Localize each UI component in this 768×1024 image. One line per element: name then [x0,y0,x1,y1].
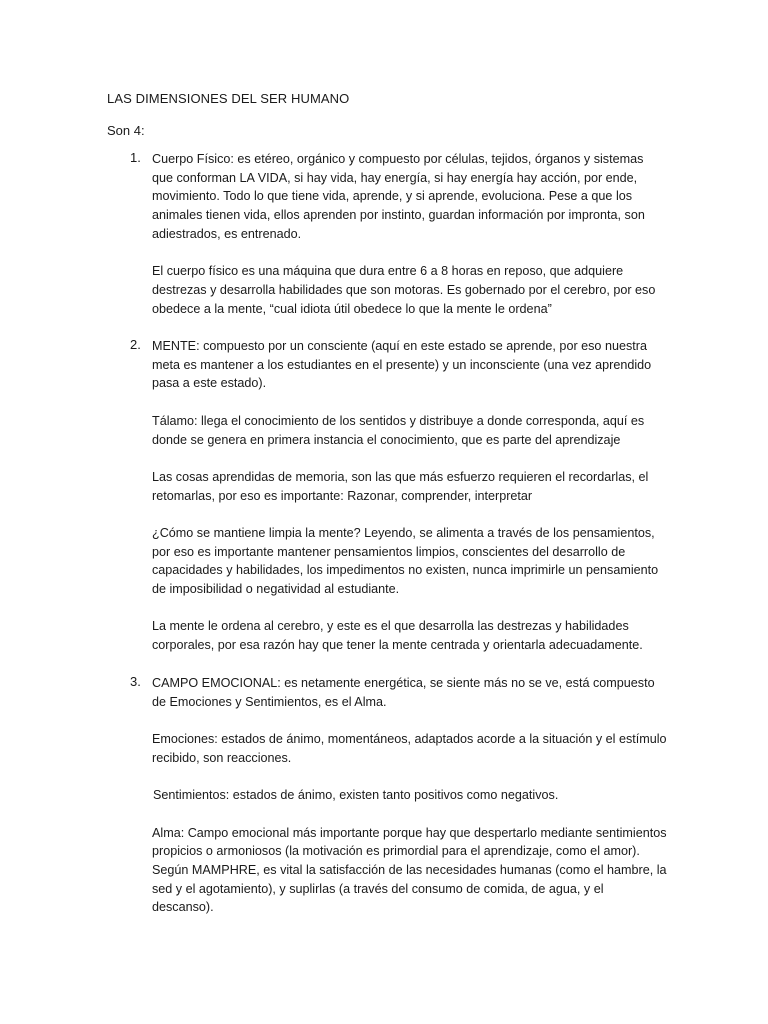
paragraph: Tálamo: llega el conocimiento de los sentidos y distribuye a donde corresponda, aquí es donde se genera en primera instancia el conocimiento, que es parte del aprendizaje [152,413,645,447]
list-item-body [152,150,667,318]
paragraph: Emociones: estados de ánimo, momentáneos, adaptados acorde a la situación y el estímulo recibido, son reacciones. [152,732,667,765]
paragraph: Sentimientos: estados de ánimo, existen tanto positivos como negativos. [153,788,559,803]
paragraph: MENTE: compuesto por un consciente (aquí en este estado se aprende, por eso nuestra meta es mantener a los estudiantes en el presente) y un inconsciente (una vez aprendido pasa a este estado). [152,339,652,391]
paragraph: ¿Cómo se mantiene limpia la mente? Leyendo, se alimenta a través de los pensamientos, por eso es importante mantener pensamientos limpios, conscientes del desarrollo de capacidades y habilidades, los impedimentos no existen, nunca imprimirle un pensamiento de imposibilidad o negatividad al estudiante. [152,525,659,597]
intro-text: Son 4: [107,123,145,138]
list-item-number: 2. [130,337,141,352]
paragraph: La mente le ordena al cerebro, y este es el que desarrolla las destrezas y habilidades corporales, por esa razón hay que tener la mente centrada y orientarla adecuadamente. [152,619,643,653]
list-item-body [152,337,667,655]
list-item-number: 3. [130,674,141,689]
list-item-body [152,674,667,917]
paragraph: Cuerpo Físico: es etéreo, orgánico y compuesto por células, tejidos, órganos y sistemas que conforman LA VIDA, si hay vida, hay energía, si hay energía hay acción, por ende, movimiento. Todo lo que tiene vida, aprende, y si aprende, evoluciona. Pese a que los animales tienen vida, ellos aprenden por instinto, guardan información por impronta, son adiestrados, es entrenado. [152,152,645,241]
list-item-number: 1. [130,150,141,165]
paragraph: Las cosas aprendidas de memoria, son las que más esfuerzo requieren el recordarlas, el retomarlas, por eso es importante: Razonar, comprender, interpretar [152,469,649,503]
document-title: LAS DIMENSIONES DEL SER HUMANO [107,91,350,106]
paragraph: Alma: Campo emocional más importante porque hay que despertarlo mediante sentimientos propicios o armoniosos (la motivación es primordial para el aprendizaje, como el amor). Según MAMPHRE, es vital la satisfacción de las necesidades humanas (como el hambre, la sed y el agotamiento), y suplirlas (a través del consumo de comida, de agua, y el descanso). [152,825,667,915]
paragraph: El cuerpo físico es una máquina que dura entre 6 a 8 horas en reposo, que adquiere destrezas y desarrolla habilidades que son motoras. Es gobernado por el cerebro, por eso obedece a la mente, “cual idiota útil obedece lo que la mente le ordena” [152,264,656,316]
paragraph: CAMPO EMOCIONAL: es netamente energética, se siente más no se ve, está compuesto de Emociones y Sentimientos, es el Alma. [152,676,655,709]
